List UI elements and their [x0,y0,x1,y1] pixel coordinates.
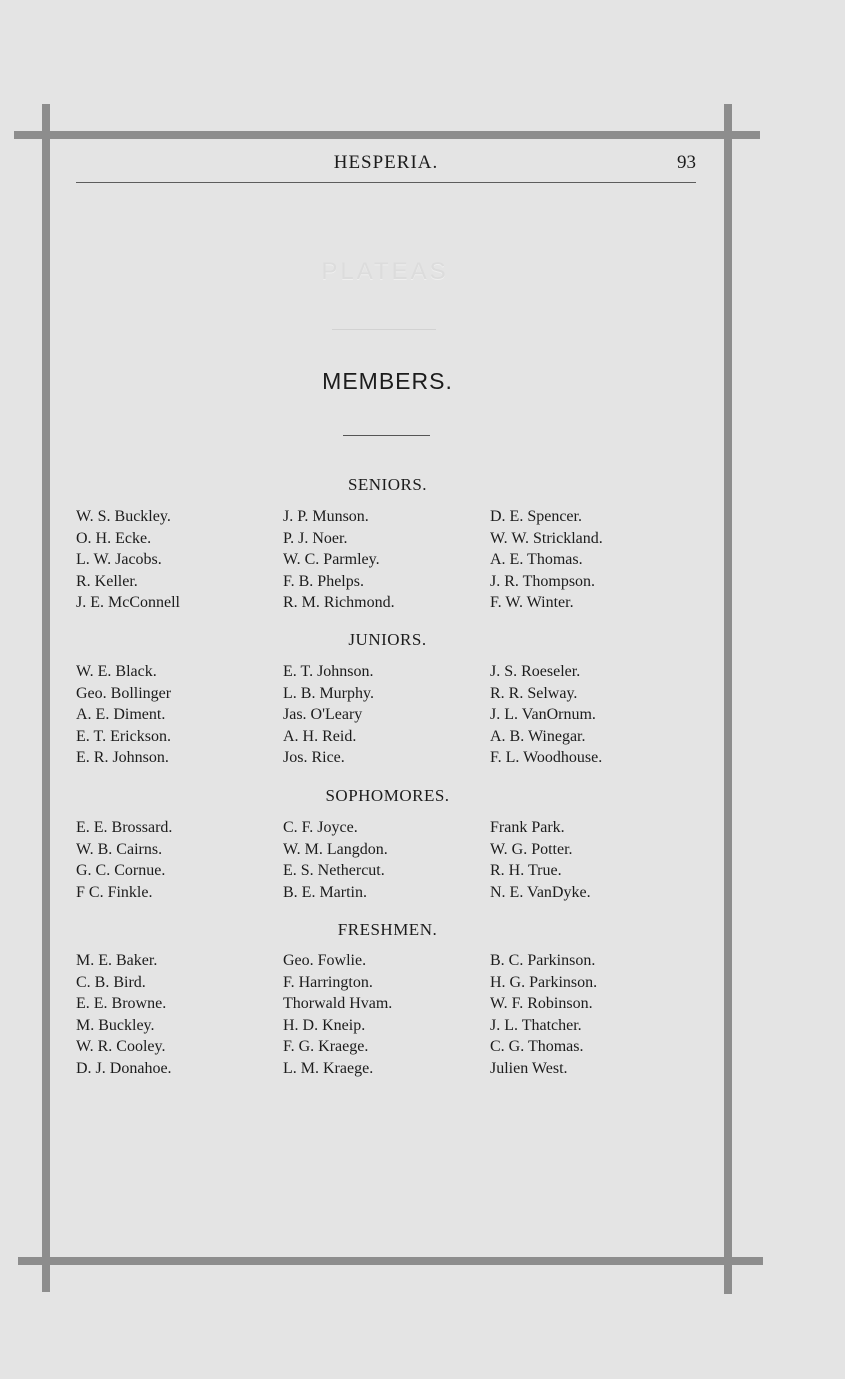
member-name: Thorwald Hvam. [283,995,393,1012]
member-name: Geo. Bollinger [76,684,172,702]
member-name: F C. Finkle. [76,883,153,901]
member-name: F. Harrington. [283,973,373,991]
juniors-column-3 [490,661,602,769]
sophomores-column-1 [76,817,172,903]
member-name: W. M. Langdon. [283,840,388,858]
sophomores-column-3 [490,817,591,903]
member-name: R. H. True. [490,862,562,879]
member-name: W. G. Potter. [490,840,573,858]
running-head-title: HESPERIA. [333,152,439,173]
faded-show-through-rule [332,329,436,330]
member-name: J. L. Thatcher. [490,1016,582,1034]
member-name: M. E. Baker. [76,952,158,969]
freshmen-column-2 [283,950,392,1079]
section-heading-juniors: JUNIORS. [348,630,427,649]
member-name: W. W. Strickland. [490,529,603,547]
member-name: E. E. Brossard. [76,819,173,836]
section-heading-freshmen: FRESHMEN. [337,920,438,939]
member-name: Julien West. [490,1059,568,1077]
member-name: H. D. Kneip. [283,1016,366,1034]
member-name: M. Buckley. [76,1016,155,1034]
member-name: F. B. Phelps. [283,572,364,590]
member-name: E. S. Nethercut. [283,862,385,879]
page-title: MEMBERS. [322,368,453,394]
member-name: A. B. Winegar. [490,727,586,745]
member-name: J. S. Roeseler. [490,663,581,680]
title-divider [343,435,430,436]
section-heading-seniors: SENIORS. [347,475,428,494]
member-name: P. J. Noer. [283,529,348,547]
member-name: E. E. Browne. [76,995,167,1012]
member-name: D. J. Donahoe. [76,1059,172,1077]
member-name: F. G. Kraege. [283,1038,369,1055]
member-name: A. E. Diment. [76,706,166,723]
member-name: E. T. Johnson. [283,663,374,680]
juniors-column-2 [283,661,374,769]
member-name: L. M. Kraege. [283,1059,374,1077]
frame-top-rule [14,131,760,139]
member-name: F. L. Woodhouse. [490,749,603,766]
member-name: C. B. Bird. [76,973,146,991]
member-name: C. G. Thomas. [490,1038,584,1055]
member-name: D. E. Spencer. [490,508,582,525]
member-name: R. R. Selway. [490,684,578,702]
member-name: Geo. Fowlie. [283,952,367,969]
member-name: E. T. Erickson. [76,727,171,745]
member-name: W. F. Robinson. [490,995,593,1012]
running-head [76,152,696,183]
member-name: Jas. O'Leary [283,706,363,723]
member-name: B. E. Martin. [283,883,367,901]
seniors-column-3 [490,506,603,614]
member-name: O. H. Ecke. [76,529,152,547]
member-name: J. R. Thompson. [490,572,596,590]
page-number: 93 [677,152,696,173]
member-name: W. S. Buckley. [76,508,171,525]
member-name: H. G. Parkinson. [490,973,598,991]
freshmen-column-1 [76,950,172,1079]
member-name: W. B. Cairns. [76,840,163,858]
member-name: C. F. Joyce. [283,819,358,836]
member-name: W. R. Cooley. [76,1038,166,1055]
member-name: Frank Park. [490,819,565,836]
member-name: Jos. Rice. [283,749,345,766]
member-name: L. B. Murphy. [283,684,374,702]
member-name: L. W. Jacobs. [76,551,162,568]
member-name: R. M. Richmond. [283,594,395,611]
member-name: G. C. Cornue. [76,862,166,879]
seniors-column-2 [283,506,395,614]
member-name: W. C. Parmley. [283,551,380,568]
member-name: N. E. VanDyke. [490,883,591,901]
seniors-column-1 [76,506,180,614]
member-name: F. W. Winter. [490,594,574,611]
member-name: J. P. Munson. [283,508,369,525]
member-name: J. E. McConnell [76,594,180,611]
member-name: A. H. Reid. [283,727,357,745]
frame-left-rule [42,104,50,1292]
member-name: W. E. Black. [76,663,157,680]
faded-show-through-heading: PLATEAS [321,258,449,285]
member-name: A. E. Thomas. [490,551,583,568]
freshmen-column-3 [490,950,597,1079]
sophomores-column-2 [283,817,388,903]
member-name: E. R. Johnson. [76,749,169,766]
member-name: J. L. VanOrnum. [490,706,596,723]
juniors-column-1 [76,661,171,769]
frame-right-rule [724,104,732,1294]
frame-bottom-rule [18,1257,763,1265]
section-heading-sophomores: SOPHOMORES. [325,786,450,805]
member-name: B. C. Parkinson. [490,952,596,969]
member-name: R. Keller. [76,572,138,590]
